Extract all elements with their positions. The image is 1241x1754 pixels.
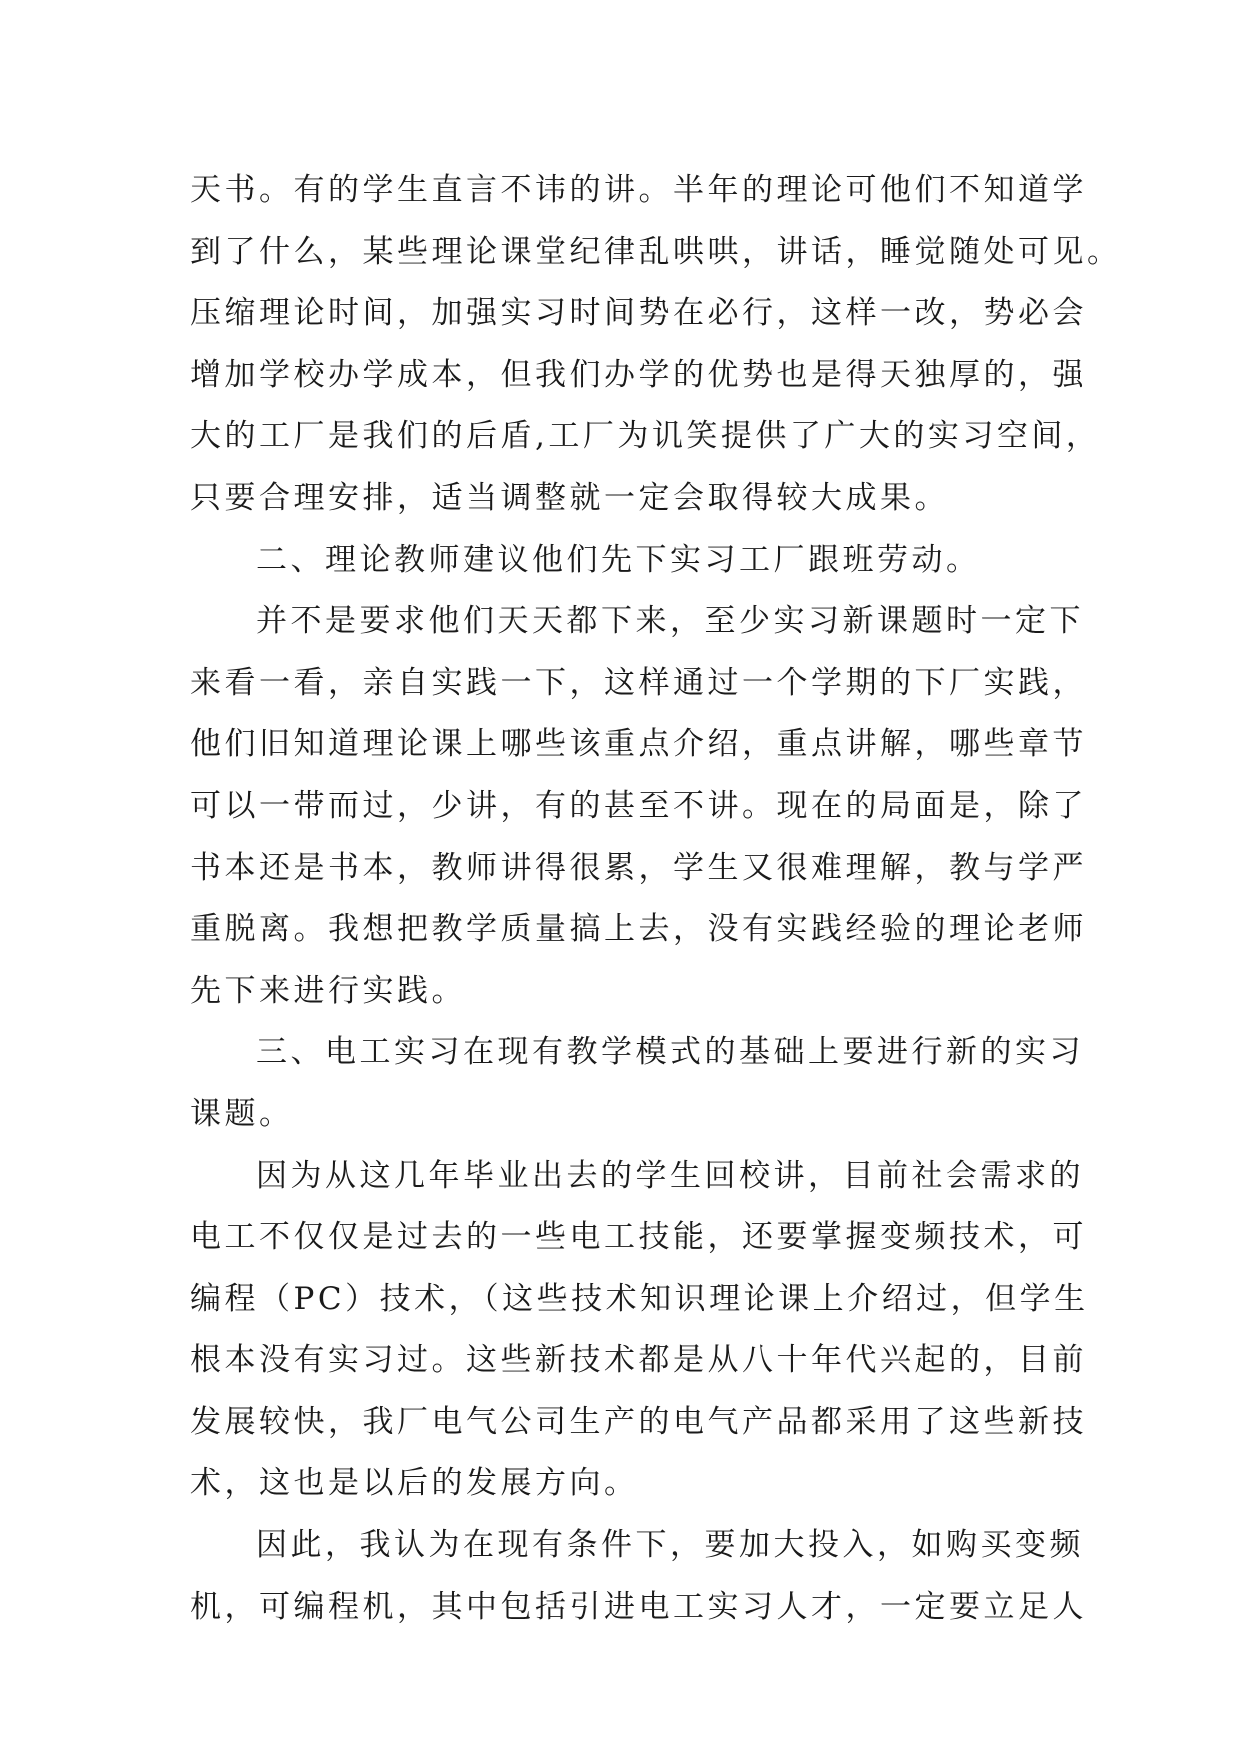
text-line: 书本还是书本，教师讲得很累，学生又很难理解，教与学严 <box>190 849 1087 886</box>
text-line: 因为从这几年毕业出去的学生回校讲，目前社会需求的 <box>256 1157 1084 1194</box>
text-line: 发展较快，我厂电气公司生产的电气产品都采用了这些新技 <box>190 1403 1087 1440</box>
text-line: 增加学校办学成本，但我们办学的优势也是得天独厚的，强 <box>190 356 1087 393</box>
text-line: 可以一带而过，少讲，有的甚至不讲。现在的局面是，除了 <box>190 787 1087 824</box>
text-line: 他们旧知道理论课上哪些该重点介绍，重点讲解，哪些章节 <box>190 726 1087 763</box>
text-line: 机，可编程机，其中包括引进电工实习人才，一定要立足人 <box>190 1588 1087 1625</box>
text-line: 课题。 <box>190 1095 294 1132</box>
text-line: 先下来进行实践。 <box>190 972 466 1009</box>
text-line: 大的工厂是我们的后盾,工厂为讥笑提供了广大的实习空间， <box>190 418 1101 455</box>
text-line: 来看一看，亲自实践一下，这样通过一个学期的下厂实践， <box>190 664 1087 701</box>
text-line: 压缩理论时间，加强实习时间势在必行，这样一改，势必会 <box>190 295 1087 332</box>
text-line: 重脱离。我想把教学质量搞上去，没有实践经验的理论老师 <box>190 911 1087 948</box>
text-line: 并不是要求他们天天都下来，至少实习新课题时一定下 <box>256 603 1084 640</box>
text-line: 术，这也是以后的发展方向。 <box>190 1465 639 1502</box>
text-line: 因此，我认为在现有条件下，要加大投入，如购买变频 <box>256 1527 1084 1564</box>
text-line: 到了什么，某些理论课堂纪律乱哄哄，讲话，睡觉随处可见。 <box>190 233 1122 270</box>
text-line: 电工不仅仅是过去的一些电工技能，还要掌握变频技术，可 <box>190 1219 1087 1256</box>
body-text <box>190 160 1122 1638</box>
text-line: 天书。有的学生直言不讳的讲。半年的理论可他们不知道学 <box>190 172 1087 208</box>
text-line: 三、电工实习在现有教学模式的基础上要进行新的实习 <box>256 1034 1084 1071</box>
text-line: 只要合理安排，适当调整就一定会取得较大成果。 <box>190 479 949 516</box>
text-line: 编程（PC）技术，（这些技术知识理论课上介绍过，但学生 <box>190 1280 1089 1317</box>
text-line: 根本没有实习过。这些新技术都是从八十年代兴起的，目前 <box>190 1342 1087 1379</box>
text-line: 二、理论教师建议他们先下实习工厂跟班劳动。 <box>256 541 981 578</box>
